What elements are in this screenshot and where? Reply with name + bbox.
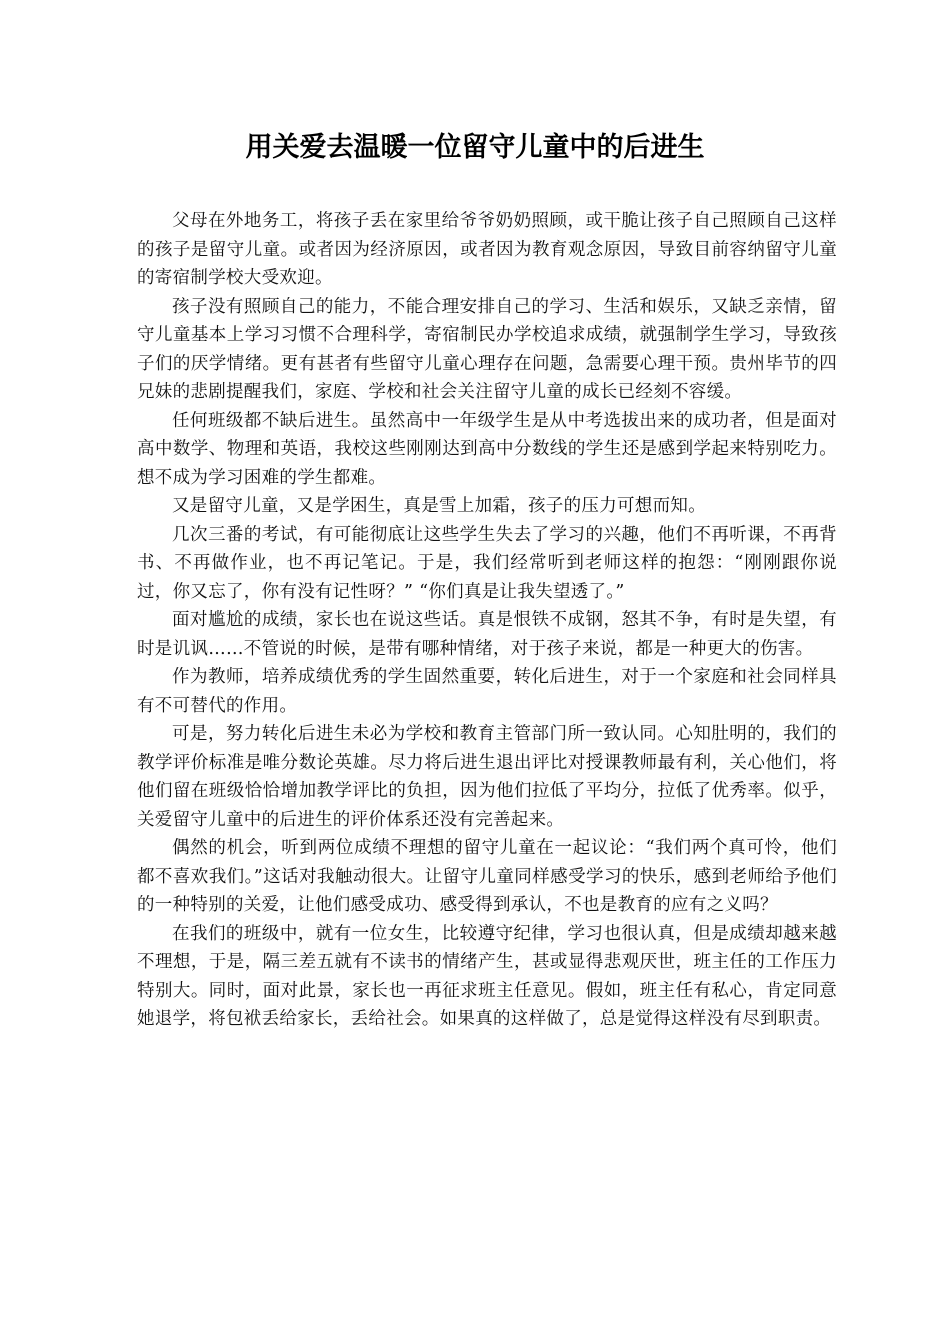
paragraph: 作为教师，培养成绩优秀的学生固然重要，转化后进生，对于一个家庭和社会同样具有不可替代的作用。 xyxy=(137,667,837,716)
paragraph: 在我们的班级中，就有一位女生，比较遵守纪律，学习也很认真，但是成绩却越来越不理想，于是，隔三差五就有不读书的情绪产生，甚或显得悲观厌世，班主任的工作压力特别大。同时，面对此景，家长也一再征求班主任意见。假如，班主任有私心，肯定同意她退学，将包袱丢给家长，丢给社会。如果真的这样做了，总是觉得这样没有尽到职责。 xyxy=(137,923,837,1029)
paragraph: 可是，努力转化后进生未必为学校和教育主管部门所一致认同。心知肚明的，我们的教学评价标准是唯分数论英雄。尽力将后进生退出评比对授课教师最有利，关心他们，将他们留在班级恰恰增加教学评比的负担，因为他们拉低了平均分，拉低了优秀率。似乎，关爱留守儿童中的后进生的评价体系还没有完善起来。 xyxy=(137,724,837,830)
paragraph: 几次三番的考试，有可能彻底让这些学生失去了学习的兴趣，他们不再听课，不再背书、不再做作业，也不再记笔记。于是，我们经常听到老师这样的抱怨：“刚刚跟你说过，你又忘了，你有没有记性呀？” “你们真是让我失望透了。” xyxy=(137,524,837,602)
paragraph: 父母在外地务工，将孩子丢在家里给爷爷奶奶照顾，或干脆让孩子自己照顾自己这样的孩子是留守儿童。或者因为经济原因，或者因为教育观念原因，导致目前容纳留守儿童的寄宿制学校大受欢迎。 xyxy=(137,211,837,288)
paragraph: 又是留守儿童，又是学困生，真是雪上加霜，孩子的压力可想而知。 xyxy=(172,496,706,516)
document-title: 用关爱去温暖一位留守儿童中的后进生 xyxy=(245,132,705,163)
paragraph: 任何班级都不缺后进生。虽然高中一年级学生是从中考选拔出来的成功者，但是面对高中数学、物理和英语，我校这些刚刚达到高中分数线的学生还是感到学起来特别吃力。想不成为学习困难的学生都难。 xyxy=(137,410,837,488)
paragraph: 孩子没有照顾自己的能力，不能合理安排自己的学习、生活和娱乐，又缺乏亲情，留守儿童基本上学习习惯不合理科学，寄宿制民办学校追求成绩，就强制学生学习，导致孩子们的厌学情绪。更有甚者有些留守儿童心理存在问题，急需要心理干预。贵州毕节的四兄妹的悲剧提醒我们，家庭、学校和社会关注留守儿童的成长已经刻不容缓。 xyxy=(137,296,837,402)
document-body xyxy=(137,207,837,1034)
paragraph: 面对尴尬的成绩，家长也在说这些话。真是恨铁不成钢，怒其不争，有时是失望，有时是讥讽……不管说的时候，是带有哪种情绪，对于孩子来说，都是一种更大的伤害。 xyxy=(137,610,837,659)
paragraph: 偶然的机会，听到两位成绩不理想的留守儿童在一起议论：“我们两个真可怜，他们都不喜欢我们。”这话对我触动很大。让留守儿童同样感受学习的快乐，感到老师给予他们的一种特别的关爱，让他们感受成功、感受得到承认，不也是教育的应有之义吗？ xyxy=(137,838,837,915)
